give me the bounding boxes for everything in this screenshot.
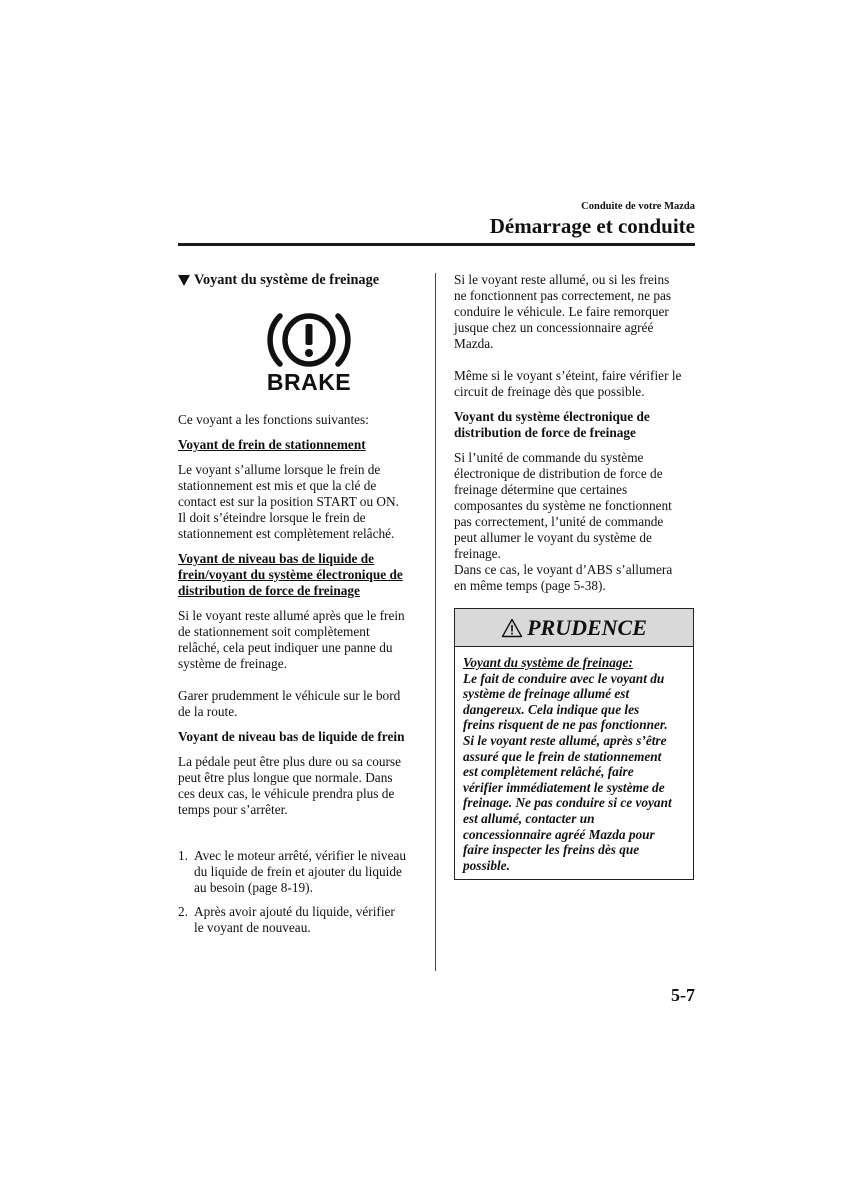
text-line: jusque chez un concessionnaire agréé [454, 320, 654, 335]
right-column [454, 272, 695, 880]
text-line: contact est sur la position START ou ON. [178, 494, 399, 509]
text-line: stationnement est complètement relâché. [178, 526, 395, 541]
text-line: ne fonctionnent pas correctement, ne pas [454, 288, 672, 303]
text-line: système de freinage. [178, 656, 287, 671]
section-title [178, 272, 420, 288]
text-line: le voyant de nouveau. [194, 920, 311, 935]
check-circuit-paragraph [454, 368, 695, 400]
text-line: Si le voyant reste allumé, ou si les freins [454, 272, 670, 287]
text-line: composantes du système ne fonctionnent [454, 498, 672, 513]
caution-line: Si le voyant reste allumé, après s’être [463, 732, 667, 748]
heading-line: distribution de force de freinage [454, 425, 636, 440]
text-line: Si l’unité de commande du système [454, 450, 644, 465]
text-line: de stationnement soit complètement [178, 624, 370, 639]
text-line: circuit de freinage dès que possible. [454, 384, 645, 399]
text-line: Mazda. [454, 336, 494, 351]
caution-line: freins risquent de ne pas fonctionner. [463, 717, 668, 733]
brake-warning-figure [198, 308, 420, 395]
caution-body [455, 647, 693, 879]
parking-brake-heading: Voyant de frein de stationnement [178, 437, 366, 452]
text-line: Il doit s’éteindre lorsque le frein de [178, 510, 366, 525]
text-line: de la route. [178, 704, 238, 719]
caution-header [455, 609, 693, 647]
column-divider [435, 273, 436, 971]
text-line: peut être plus longue que normale. Dans [178, 770, 393, 785]
ebd-paragraph [454, 450, 695, 594]
text-line: temps pour s’arrêter. [178, 802, 288, 817]
text-line: Même si le voyant s’éteint, faire vérifier le [454, 368, 682, 383]
caution-line: dangereux. Cela indique que les [463, 701, 640, 717]
page-number: 5-7 [671, 985, 695, 1005]
text-line: du liquide de frein et ajouter du liquide [194, 864, 402, 879]
chapter-header: Conduite de votre Mazda [581, 201, 695, 212]
header-rule [178, 243, 695, 246]
heading-line: distribution de force de freinage [178, 583, 360, 598]
list-item [178, 848, 420, 896]
caution-line: concessionnaire agréé Mazda pour [463, 826, 655, 842]
text-line: Après avoir ajouté du liquide, vérifier [194, 904, 395, 919]
heading-line: Voyant de niveau bas de liquide de [178, 551, 375, 566]
list-item-text [194, 848, 406, 896]
warning-triangle-icon [501, 618, 523, 638]
text-line: peut allumer le voyant du système de [454, 530, 652, 545]
parking-brake-paragraph [178, 462, 420, 542]
caution-box [454, 608, 694, 880]
park-roadside-paragraph [178, 688, 420, 720]
tow-paragraph [454, 272, 695, 352]
low-fluid-ebd-heading [178, 551, 420, 599]
text-line: relâché, cela peut indiquer une panne du [178, 640, 393, 655]
list-number: 1. [178, 848, 188, 863]
text-line: en même temps (page 5-38). [454, 578, 606, 593]
caution-line: est allumé, contacter un [463, 810, 595, 826]
text-line: au besoin (page 8-19). [194, 880, 313, 895]
list-number: 2. [178, 904, 188, 919]
caution-line: freinage. Ne pas conduire si ce voyant [463, 795, 672, 811]
heading-line: Voyant du système électronique de [454, 409, 650, 424]
text-line: ces deux cas, le véhicule prendra plus de [178, 786, 395, 801]
caution-line: faire inspecter les freins dès que [463, 842, 640, 858]
low-fluid-ebd-paragraph [178, 608, 420, 672]
text-line: électronique de distribution de force de [454, 466, 663, 481]
caution-subtitle: Voyant du système de freinage: [463, 655, 633, 670]
text-line: Le voyant s’allume lorsque le frein de [178, 462, 381, 477]
text-line: pas correctement, l’unité de commande [454, 514, 664, 529]
ebd-heading [454, 409, 695, 441]
list-item-text [194, 904, 395, 936]
text-line: Si le voyant reste allumé après que le frein [178, 608, 405, 623]
text-line: stationnement est mis et que la clé de [178, 478, 377, 493]
caution-line: vérifier immédiatement le système de [463, 779, 665, 795]
text-line: Garer prudemment le véhicule sur le bord [178, 688, 401, 703]
caution-line: Le fait de conduire avec le voyant du [463, 670, 665, 686]
heading-line: frein/voyant du système électronique de [178, 567, 403, 582]
section-header-title: Démarrage et conduite [489, 214, 695, 238]
left-column [178, 272, 420, 936]
caution-line: est complètement relâché, faire [463, 764, 634, 780]
text-line: freinage détermine que certaines [454, 482, 628, 497]
text-line: conduire le véhicule. Le faire remorquer [454, 304, 669, 319]
caution-line: possible. [463, 857, 510, 873]
section-title-text: Voyant du système de freinage [194, 272, 380, 288]
text-line: freinage. [454, 546, 501, 561]
low-fluid-heading: Voyant de niveau bas de liquide de frein [178, 729, 405, 744]
intro-text: Ce voyant a les fonctions suivantes: [178, 412, 369, 427]
down-triangle-icon [178, 275, 190, 286]
caution-line: assuré que le frein de stationnement [463, 748, 662, 764]
brake-label: BRAKE [266, 369, 352, 395]
list-item [178, 904, 420, 936]
text-line: Dans ce cas, le voyant d’ABS s’allumera [454, 562, 673, 577]
text-line: Avec le moteur arrêté, vérifier le niveau [194, 848, 407, 863]
caution-title: PRUDENCE [527, 614, 647, 640]
brake-warning-icon [267, 308, 351, 372]
caution-line: système de freinage allumé est [463, 686, 630, 702]
text-line: La pédale peut être plus dure ou sa course [178, 754, 402, 769]
low-fluid-paragraph [178, 754, 420, 818]
